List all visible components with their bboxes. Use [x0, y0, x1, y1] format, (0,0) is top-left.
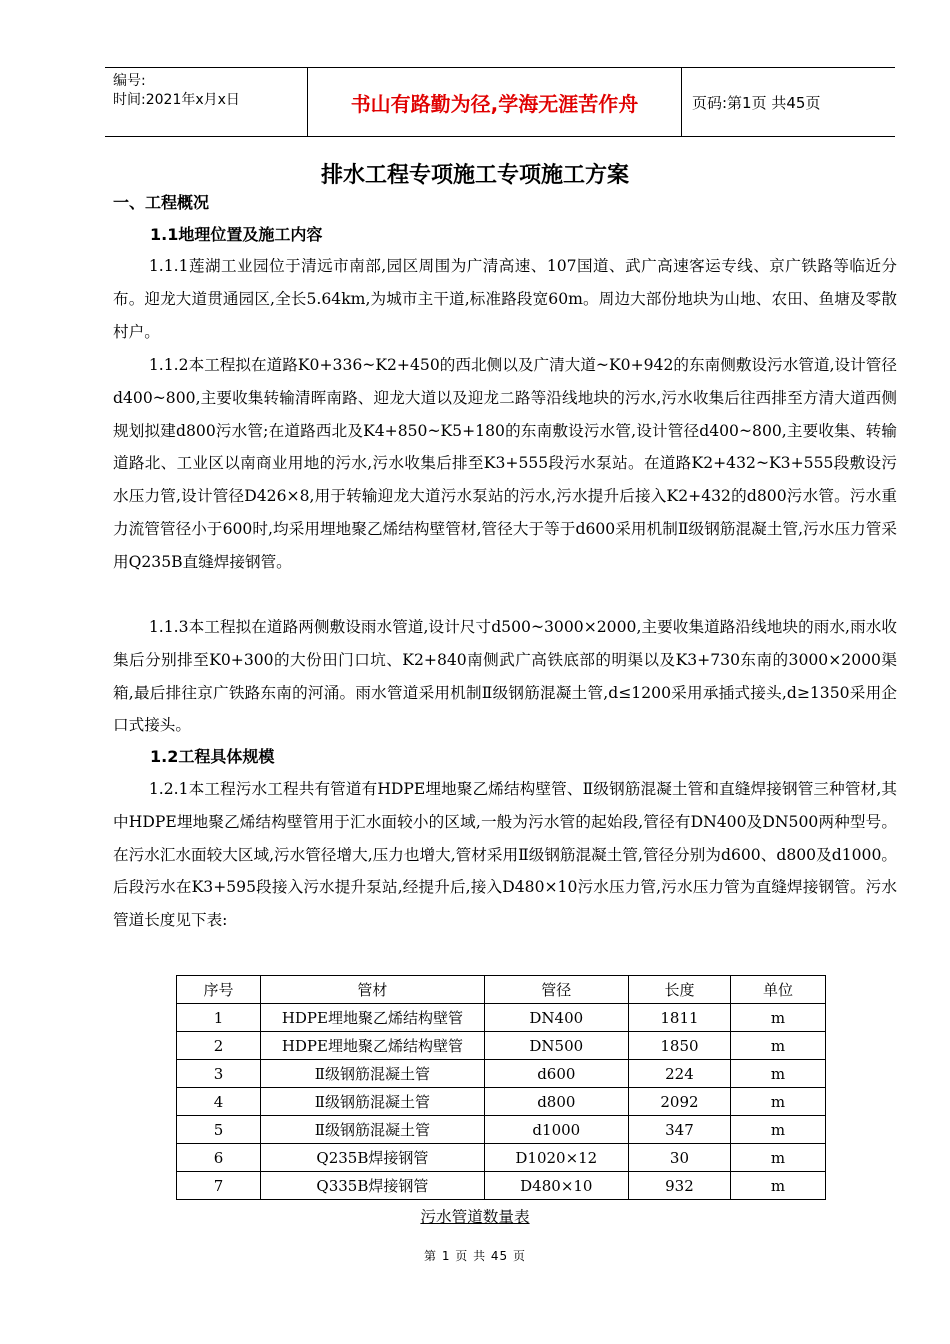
- document-date: 时间:2021年x月x日: [113, 92, 240, 108]
- table-cell: d1000: [484, 1116, 628, 1144]
- table-cell: 2092: [628, 1088, 730, 1116]
- page-footer: 第 1 页 共 45 页: [424, 1249, 526, 1263]
- table-cell: 347: [628, 1116, 730, 1144]
- table-cell: D480×10: [484, 1172, 628, 1200]
- table-cell: HDPE埋地聚乙烯结构壁管: [261, 1004, 485, 1032]
- table-header-cell: 序号: [177, 976, 261, 1004]
- table-cell: m: [731, 1088, 826, 1116]
- table-header-cell: 管材: [261, 976, 485, 1004]
- table-cell: DN400: [484, 1004, 628, 1032]
- table-cell: 3: [177, 1060, 261, 1088]
- table-row: [177, 1004, 826, 1032]
- table-cell: 1850: [628, 1032, 730, 1060]
- table-cell: 1: [177, 1004, 261, 1032]
- table-cell: 4: [177, 1088, 261, 1116]
- table-cell: HDPE埋地聚乙烯结构壁管: [261, 1032, 485, 1060]
- table-cell: d600: [484, 1060, 628, 1088]
- paragraph-1-1-3: 1.1.3本工程拟在道路两侧敷设雨水管道,设计尺寸d500~3000×2000,主要收集道路沿线地块的雨水,雨水收集后分别排至K0+300的大份田门口坑、K2+840南侧武广高铁底部的明渠以及K3+730东南的3000×2000渠箱,最后排往京广铁路东南的河涌。雨水管道采用机制Ⅱ级钢筋混凝土管,d≤1200采用承插式接头,d≥1350采用企口式接头。: [113, 618, 897, 735]
- table-cell: 224: [628, 1060, 730, 1088]
- header-page-info: 页码:第1页 共45页: [692, 93, 821, 112]
- table-cell: 30: [628, 1144, 730, 1172]
- table-cell: 1811: [628, 1004, 730, 1032]
- table-cell: D1020×12: [484, 1144, 628, 1172]
- subsection-heading-location: 1.1地理位置及施工内容: [150, 225, 323, 244]
- table-cell: 6: [177, 1144, 261, 1172]
- table-cell: m: [731, 1004, 826, 1032]
- table-cell: Ⅱ级钢筋混凝土管: [261, 1116, 485, 1144]
- table-cell: 5: [177, 1116, 261, 1144]
- sewage-pipe-table: [176, 975, 826, 1200]
- table-header-cell: 单位: [731, 976, 826, 1004]
- table-cell: d800: [484, 1088, 628, 1116]
- table-cell: Q235B焊接钢管: [261, 1144, 485, 1172]
- table-cell: m: [731, 1032, 826, 1060]
- document-title: 排水工程专项施工专项施工方案: [320, 163, 629, 188]
- table-row: [177, 1144, 826, 1172]
- table-cell: 2: [177, 1032, 261, 1060]
- table-cell: Ⅱ级钢筋混凝土管: [261, 1088, 485, 1116]
- table-header-cell: 管径: [484, 976, 628, 1004]
- paragraph-1-2-1: 1.2.1本工程污水工程共有管道有HDPE埋地聚乙烯结构壁管、Ⅱ级钢筋混凝土管和直缝焊接钢管三种管材,其中HDPE埋地聚乙烯结构壁管用于汇水面较小的区域,一般为污水管的起始段,管径有DN400及DN500两种型号。在污水汇水面较大区域,污水管径增大,压力也增大,管材采用Ⅱ级钢筋混凝土管,管径分别为d600、d800及d1000。后段污水在K3+595段接入污水提升泵站,经提升后,接入D480×10污水压力管,污水压力管为直缝焊接钢管。污水管道长度见下表:: [113, 780, 897, 930]
- table-cell: m: [731, 1144, 826, 1172]
- header-meta: [105, 68, 307, 136]
- table-row: [177, 1088, 826, 1116]
- table-cell: Q335B焊接钢管: [261, 1172, 485, 1200]
- table-cell: DN500: [484, 1032, 628, 1060]
- table-header-cell: 长度: [628, 976, 730, 1004]
- table-row: [177, 1032, 826, 1060]
- document-number-label: 编号:: [113, 73, 146, 89]
- table-caption: [0, 1205, 950, 1227]
- paragraph-1-1-2: 1.1.2本工程拟在道路K0+336~K2+450的西北侧以及广清大道~K0+942的东南侧敷设污水管道,设计管径d400~800,主要收集转输清晖南路、迎龙大道以及迎龙二路等沿线地块的污水,污水收集后往西排至方清大道西侧规划拟建d800污水管;在道路西北及K4+850~K5+180的东南敷设污水管,设计管径d400~800,主要收集、转输道路北、工业区以南商业用地的污水,污水收集后排至K3+555段污水泵站。在道路K2+432~K3+555段敷设污水压力管,设计管径D426×8,用于转输迎龙大道污水泵站的污水,污水提升后接入K2+432的d800污水管。污水重力流管管径小于600时,均采用埋地聚乙烯结构壁管材,管径大于等于d600采用机制Ⅱ级钢筋混凝土管,污水压力管采用Q235B直缝焊接钢管。: [113, 356, 897, 571]
- table-header-row: [177, 976, 826, 1004]
- paragraph-1-1-1: 1.1.1莲湖工业园位于清远市南部,园区周围为广清高速、107国道、武广高速客运专线、京广铁路等临近分布。迎龙大道贯通园区,全长5.64km,为城市主干道,标准路段宽60m。周边大部份地块为山地、农田、鱼塘及零散村户。: [113, 257, 897, 341]
- table-row: [177, 1060, 826, 1088]
- subsection-heading-scale: 1.2工程具体规模: [150, 747, 275, 766]
- document-header: [105, 67, 895, 137]
- table-cell: 932: [628, 1172, 730, 1200]
- table-row: [177, 1172, 826, 1200]
- table-cell: m: [731, 1060, 826, 1088]
- header-motto: 书山有路勤为径,学海无涯苦作舟: [307, 68, 682, 136]
- section-heading-overview: 一、工程概况: [113, 193, 210, 212]
- table-cell: m: [731, 1172, 826, 1200]
- table-cell: m: [731, 1116, 826, 1144]
- table-row: [177, 1116, 826, 1144]
- table-caption-text: 污水管道数量表: [420, 1208, 530, 1226]
- table-cell: Ⅱ级钢筋混凝土管: [261, 1060, 485, 1088]
- table-cell: 7: [177, 1172, 261, 1200]
